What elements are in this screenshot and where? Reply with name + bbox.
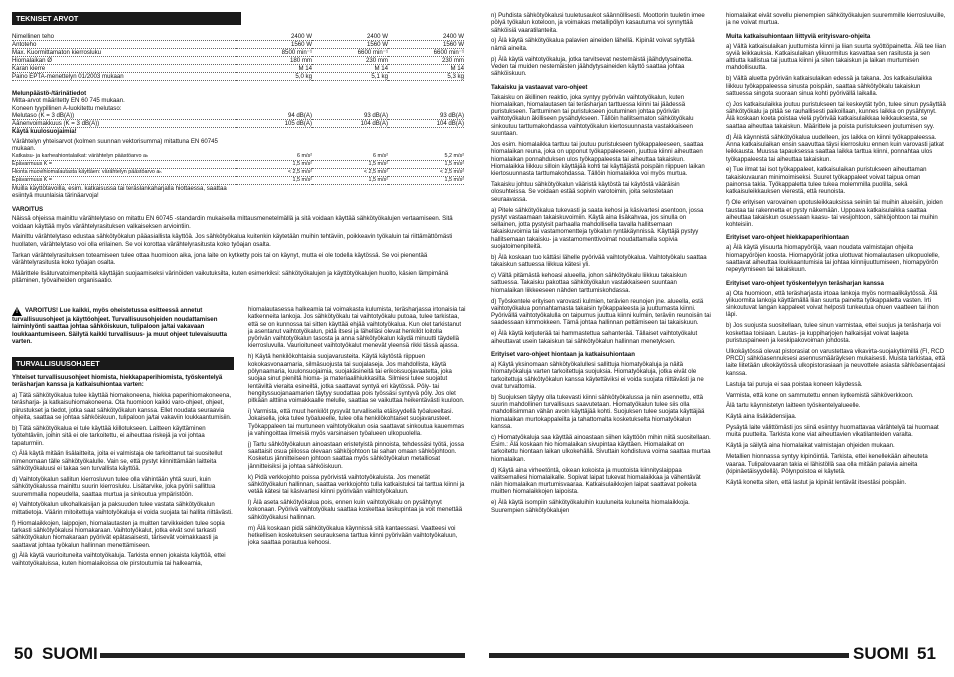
grind-item: e) Älä käytä isompiin sähkötyökaluihin kuuluneita kuluneita hiomalaikkoja. Suurempien sähkötyökalujen xyxy=(491,499,690,514)
safety-item: h) Käytä henkilökohtaisia suojavarusteita. Käytä käytöstä riippuen kokokasvonaamaria, silmäsuojusta tai suojalaseja. Jos mahdollista, käytä pölynaamaria, kuulonsuojaimia, suojakäsineitä tai erikoissuojavaatetta, joka suojaa sinut pieniltä hioma- ja materiaalihiukkasilta. Silmiesi tulee suojatut lentäviltä vieraita esineiltä, jotka saattavat syntyä eri käytössä. Pöly- tai hengityssuojanaamarien täytyy suodattaa pois työssäsi syntyvä pöly. Jos olet pitkään alttiina voimakkaalle melulle, saattaa se vaikuttaa heikentävästi kuuloon. xyxy=(248,353,465,405)
row-label: Antoteho xyxy=(12,41,236,49)
row-value: M 14 xyxy=(312,65,388,73)
kickback-item: d) Työskentele erityisen varovasti kulmien, terävien reunojen jne. alueella, estä vaihtotyökalua ponnahtamasta takaisin työkappaleesta ja juuttumasta kiinni. Pyörivällä vaihtotyökalulla on taipumus juuttua kiinni kulmiin, teräviin reunoisiin tai saadessaan kimmokkeen. Tämä johtaa hallinnan pettämiseen tai takaiskuun. xyxy=(491,297,711,327)
cut-item: a) Vältä katkaisulaikan juuttumista kiinni ja liian suurta syöttöpainetta. Älä tee liian syviä leikkauksia. Katkaisulaikan ylikuormitus kasvattaa sen rasitusta ja sen alttiutta kallistua tai juuttua kiinni ja siten takaiskun ja laikan murtumisen mahdollisuutta. xyxy=(726,42,946,72)
varoitus-section xyxy=(12,206,464,288)
page-title: SUOMI xyxy=(42,644,98,663)
kickback-item: a) Pitele sähkötyökalua tukevasti ja saata kehosi ja käsivartesi asentoon, jossa pystyt vastaamaan takaiskuvoimiin. Käytä aina lisäkahvaa, jos sinulla on sellainen, jotta pystyisit parhaalla mahdollisella tavalla hallitsemaan takaiskuvoimia tai vastamomentteja työkalun ryntäkäynnissä. Käyttäjä pystyy hallitsemaan takaisku- ja vastamomenttivoimat noudattamalla sopivia suojatoimenpiteitä. xyxy=(491,206,704,250)
safety-item: a) Tätä sähkötyökalua tulee käyttää hiomakoneena, hiekka paperihiomakoneena, teräsharja- ja katkaisuhiomakoneena. Ota huomioon kaikki varo-ohjeet, ohjeet, piirustukset ja tiedot, jotka saat sähkötyökalun kanssa. Ellet noudata seuraavia ohjeita, saattaa se johtaa sähköiskuun, tulipaloon ja/tai vakaviin loukkaantumisiin. xyxy=(12,392,232,422)
row-value: 1,5 m/s² xyxy=(312,160,388,168)
footer-left xyxy=(0,645,477,675)
kickback-title: Takaisku ja vastaavat varo-ohjeet xyxy=(491,83,588,91)
spec-table xyxy=(12,33,464,81)
safety-item: b) Tätä sähkötyökalua ei tule käyttää kiillotukseen. Laitteen käyttäminen työtehtäviin, joihin sitä ei ole tarkoitettu, ei aiheuttaa riskejä ja voi johtaa tapaturmiin. xyxy=(12,424,206,447)
wire-item: a) Ota huomioon, että teräsharjasta irtoaa lankoja myös normaalikäytössä. Älä ylikuormita lankoja käyttämällä liian suurta painetta työkappaletta vasten. Irti sinkoutuvat langan kappaleet voivat helposti tunkeutua ohuen vaatteen tai ihon läpi. xyxy=(726,289,939,319)
footer-bar xyxy=(100,653,465,658)
spec-row xyxy=(12,65,464,73)
row-value: 5,0 kg xyxy=(236,73,312,81)
safety-item: g) Älä käytä vaurioituneita vaihtotyökaluja. Tarkista ennen jokaista käyttöä, ettei vaihtotyökaluissa, kuten hiomalaikoissa ole pirstoutumia tai halkeamia, xyxy=(12,552,226,567)
spec-row xyxy=(12,160,464,168)
row-value: 1560 W xyxy=(312,41,388,49)
row-label: Karan kierre xyxy=(12,65,236,73)
row-label: Epävarmuus K = xyxy=(12,176,236,184)
row-value: < 2,5 m/s² xyxy=(236,168,312,176)
extra-item: Älä tartu käynnistetyn laitteen työskentelyalueelle. xyxy=(726,402,861,410)
row-value: 5,3 kg xyxy=(388,73,464,81)
safety-item: c) Älä käytä mitään lisälaitteita, joita ei valmistaja ole tarkoittanut tai suositellut nimenomaan tälle sähkötyökalulle. Vain se, että pystyt kiinnittämään laitteita sähkötyökaluusi ei takaa sen turvallista käyttöä. xyxy=(12,450,223,473)
cut-item: e) Tue ilmat tai isot työkappaleet, katkaisulaikan puristukseen aiheuttaman takaiskuvauran minimoimiseksi. Suuret työkappaleet voivat taipua oman painonsa takia. Työkappaletta tulee tukea molemmilla puolilla, sekä katkaisuleikkauksen vierestä, että reunoista. xyxy=(726,166,927,196)
row-value: 94 dB(A) xyxy=(236,112,312,120)
extra-item: Lastuja tai puruja ei saa poistaa koneen käydessä. xyxy=(726,380,863,388)
row-value: 2400 W xyxy=(312,33,388,41)
cut-title: Muita katkaisuhiontaan liittyviä erityisvaro-ohjeita xyxy=(726,32,871,40)
page-number: 50 xyxy=(14,644,33,663)
spec-row xyxy=(12,73,464,81)
spec-row xyxy=(12,57,464,65)
spec-row xyxy=(12,41,464,49)
row-label: Katkaisu- ja karheahiontalaikat: värähtelyn päästöarvo aₕ xyxy=(12,153,236,161)
row-value: 6600 min⁻¹ xyxy=(312,49,388,57)
safety-item: i) Varmista, että muut henkilöt pysyvät turvallisella etäisyydellä työalueeltasi. Jokaisella, joka tulee työalueelle, tulee olla henkilökohtaiset suojavarusteet. Työkappaleen tai murtuneen vaihtotyökalun osia saattavat sinkoutua kauemmas ja vahingoittaa ilmeisiä myös varsinaisen työalueen ulkopuolella. xyxy=(248,408,465,437)
cut-item: b) Vältä aluetta pyörivän katkaisulaikan edessä ja takana. Jos katkaisulaikka liikkuu työkappaleessa sinusta poispäin, saattaa sähkötyökalu takaiskun sattuessa singota suoraan sinua kohti pyörivällä laikalla. xyxy=(726,75,932,97)
safety-item: m) Älä koskaan pidä sähkötyökalua käynnissä sitä kantaessasi. Vaatteesi voi hetkellisen kosketuksen seurauksena tarttua kiinni pyörivään vaihtotyökaluun, joka saattaa porautua kehoosi. xyxy=(248,524,458,547)
row-value: 104 dB(A) xyxy=(388,119,464,127)
vib-intro: Värähtelyn yhteisarvot (kolmen suunnan vektorisumma) mitattuna EN 60745 mukaan. xyxy=(12,138,218,153)
spec-row xyxy=(12,153,464,161)
grind-title: Erityiset varo-ohjeet hiontaan ja katkaisuhiontaan xyxy=(491,350,635,358)
kickback-item: Jos esim. hiomalaikka tarttuu tai joutuu puristukseen työkappaleeseen, saattaa hiomalaikan reuna, joka on upponut työkappaleeseen, juuttua kiinni aiheuttaen hiomalaikan ponnahduksen ulos työkappaleesta tai aiheuttaa takaiskun. Hiomalaikka liikkuu silloin käyttäjää kohti tai käyttäjästä poispäin riippuen laikan kiertosuunnasta tarttumakohdassa. Tällöin hiomalaikka voi myös murtua. xyxy=(491,140,705,178)
row-label: Epävarmuus K = xyxy=(12,160,236,168)
row-value: 6 m/s² xyxy=(236,153,312,161)
warning-text: VAROITUS! Lue kaikki, myös oheistetussa esitteessä annetut turvallisuusohjeet ja käyttöohjeet. Turvallisuusohjeiden noudattamisen laiminlyönti saattaa johtaa sähköiskuun, tulipaloon ja/tai vakavaan loukkaantumiseen. Säilytä kaikki turvallisuus- ja muut ohjeet tulevaisuutta varten. xyxy=(12,307,228,345)
varoitus-title: VAROITUS xyxy=(12,206,44,213)
row-value: 93 dB(A) xyxy=(388,112,464,120)
row-value: 1,5 m/s² xyxy=(388,176,464,184)
page-title: SUOMI xyxy=(853,644,909,663)
extra-item: Käytä konetta siten, että lastut ja kipinät lentävät itsestäsi poispäin. xyxy=(726,478,907,486)
safety-item: k) Pidä verkkojohto poissa pyörivistä vaihtotyökaluista. Jos menetät sähkötyökalun hallinnan, saattaa verkkojohto tulla katkaistuksi tai tarttua kiinni ja vetää kätesi tai käsivartesi kiinni pyörivään vaihtotyökaluun. xyxy=(248,473,465,496)
extra-item: Ulkokäytössä olevat pistorasiat on varustettava vikavirta-suojakytkimillä (FI, RCD PRCD) sähköasennuksesi asennusmääräyksen mukaisesti. Muista tarkistaa, että laite liitetään ulkokäytössä ulkopistorasiaan ja neuvottele asiasta sähköasentajasi kanssa. xyxy=(726,347,946,377)
wire-title: Erityiset varo-ohjeet työskentelyyn teräsharjan kanssa xyxy=(726,279,884,287)
row-value: 1,5 m/s² xyxy=(236,160,312,168)
row-value: 93 dB(A) xyxy=(312,112,388,120)
noise-rows xyxy=(12,112,464,128)
row-value: < 2,5 m/s² xyxy=(388,168,464,176)
row-label: Hionta muovihiomalautasta käyttäen: värähtelyn päästöarvo aₕ xyxy=(12,168,236,176)
row-value: 230 mm xyxy=(312,57,388,65)
col2-lead: hiomalaikat eivät sovellu pienempien sähkötyökalujen suuremmille kierrosluvuille, ja ne voivat murtua. xyxy=(726,12,946,27)
spec-row xyxy=(12,168,464,176)
row-label: Nimellinen teho xyxy=(12,33,236,41)
tech-data-header: TEKNISET ARVOT xyxy=(12,12,241,25)
cut-item: d) Älä käynnistä sähkötyökalua uudelleen, jos laikka on kiinni työkappaleessa. Anna katkaisulaikan ensin saavuttaa täysi kierrosluku ennen kuin varovasti jatkat leikkausta. Muussa tapauksessa saattaa laikka tarttua kiinni, ponnahtaa ulos työkappaleesta tai aiheuttaa takaiskun. xyxy=(726,133,944,163)
extra-item: Käytä aina lisäkädensijaa. xyxy=(726,413,797,421)
warning-box xyxy=(12,307,232,345)
row-label: Äänenvoimakkuus (K = 3 dB(A)) xyxy=(12,119,236,127)
safety-list xyxy=(12,392,234,567)
safety-item: l) Älä aseta sähkötyökalua pois, ennen kuin vaihtotyökalu on pysähtynyt kokonaan. Pyörivä vaihtotyökalu saattaa koskettaa laskupintaa ja voit menettää sähkötyökalusi hallinnan. xyxy=(248,499,463,521)
varoitus-p1: Näissä ohjeissa mainittu värähtelytaso on mitattu EN 60745 -standardin mukaisella mittausmenetelmällä ja sitä voidaan käyttää sähkötyökalujen vertaamiseen. Sitä voidaan käyttää myös värähtelyrasituksen valkaiseksen arviointiin. xyxy=(12,215,453,230)
varoitus-p2: Mainittu värähtelytaso edustaa sähkötyökalun pääasiallista käyttöä. Jos sähkötyökalua kuitenkin käytetään muihin tehtäviin, poikkeavin työkaluin tai riittämättömästi huollaten, värähtelytaso voi olla erilainen. Se voi korottaa värähtelyrasitusta koko työajan osalta. xyxy=(12,233,453,248)
row-value: 105 dB(A) xyxy=(236,119,312,127)
tech-data-section xyxy=(12,12,464,25)
cut-item: f) Ole erityisen varovainen upotusleikkauksissa seiniin tai muihin alueisiin, joiden taustaa tai rakennetta et pysty näkemään. Uppoava katkaisulaikka saattaa aiheuttaa takaiskun osuessaan kaasu- tai vesijohtoon, sähköjohtoon tai muihin kohteisiin. xyxy=(726,199,943,229)
noise-title: Melunpäästö-/tärinätiedot xyxy=(12,90,87,97)
page-right xyxy=(477,0,954,677)
safety-header: TURVALLISUUSOHJEET xyxy=(12,357,234,370)
wire-item: b) Jos suojusta suositellaan, tulee sinun varmistaa, ettei suojus ja teräsharja voi koskettaa toisiaan. Lautas- ja kuppiharjojen halkaisijat voivat laajeta puristuspaineen ja keskipakovoiman johdosta. xyxy=(726,322,941,344)
noise-section xyxy=(12,90,464,199)
spec-row xyxy=(12,119,464,127)
sand-item: a) Älä käytä ylisuurta hiomapyöröjä, vaan noudata valmistajan ohjeita hiomapyöröjen koosta. Hiomapyörät jotka ulottuvat hiomalautasen ulkopuolelle, saattavat aiheuttaa loukkaantumisia tai johtaa kiinnijuuttumiseen, hiomapyörön repeytymiseen tai takaiskuun. xyxy=(726,244,940,274)
row-value: 2400 W xyxy=(388,33,464,41)
spec-rows xyxy=(12,33,464,81)
row-value: 104 dB(A) xyxy=(312,119,388,127)
safety-item: f) Hiomalaikkojen, laippojen, hiomalautasten ja muitten tarvikkeiden tulee sopia tarkasti sähkötyökalusi hiomakaraan. Vaihtotyökalut, jotka eivät sovi tarkasti sähkötyökalun hiomakaraan pyörivät epätasaisesti, tärisevät voimakkaasti ja saattavat johtaa työkalun hallinnan menettämiseen. xyxy=(12,519,225,549)
safety-item: n) Puhdista sähkötyökalusi tuuletusaukot säännöllisesti. Moottorin tuuletin imee pölyä työkalun koteloon, ja voimakas metallipölyn kasautuma voi synnyttää sähköisiä vaaratilanteita. xyxy=(491,12,705,34)
safety-item: o) Älä käytä sähkötyökalua palavien aineiden lähellä. Kipinät voivat sytyttää nämä aineita. xyxy=(491,37,695,52)
grind-item: c) Hiomatyökaluja saa käyttää ainoastaan siihen käyttöön mihin niitä suositellaan. Esim.: Älä koskaan hio hiomalaikan sivupintaa käyttäen. Hiomalaikat on tarkoitettu hiontaan laikan ulkokehällä. Sivuttain kohdistuva voima saattaa murtaa hiomalaikan. xyxy=(491,433,711,463)
footer-bar xyxy=(489,653,849,658)
extra-item: Pysäytä laite välittömästi jos siinä esiintyy huomattavaa värähtelyä tai huomaat muita puutteita. Tarkista kone viat aiheuttavien vikatilanteiden varalta. xyxy=(726,424,939,439)
row-label: Hiomalaikan Ø xyxy=(12,57,236,65)
row-value: 5,1 kg xyxy=(312,73,388,81)
extra-item: Käytä ja säilytä aina hiomalaikat valmistajan ohjeiden mukaan. xyxy=(726,442,895,450)
spec-row xyxy=(12,176,464,184)
row-value: 1,5 m/s² xyxy=(388,160,464,168)
safety-item: d) Vaihtotyökalun sallitun kierrosluvun tulee olla vähintään yhtä suuri, kuin sähkötyökalussa mainittu suurin kierrosluku. Lisätarvike, joka pyörii sallittua suuremmalla nopeudella, saattaa murtua ja sinkoutua ympäristöön. xyxy=(12,475,216,498)
row-value: 1560 W xyxy=(388,41,464,49)
safety-item: j) Tartu sähkötyökaluun ainoastaan eristetyistä pinnoista, tehdessäsi työtä, jossa saattaisit osua piilossa olevaan sähköjohtoon tai sahan omaan sähköjohtoon. Kosketus jännitteiseen johtoon saattaa myös sähkötyökalun metalliosat jännitteisiksi ja johtaa sähköiskuun. xyxy=(248,440,465,470)
page-number: 51 xyxy=(917,644,936,663)
safety-item: p) Älä käytä vaihtotyökaluja, jotka tarvitsevat nestemäistä jäähdytysainetta. Veden tai muiden nestemäisten jäähdytysaineiden käyttö saattaa johtaa sähköiskuun. xyxy=(491,55,693,78)
extra-item: Varmista, että kone on sammutettu ennen kytkemistä sähköverkkoon. xyxy=(726,391,914,399)
row-value: 6 m/s² xyxy=(312,153,388,161)
row-label: Paino EPTA-menettelyn 01/2003 mukaan xyxy=(12,73,236,81)
sand-title: Erityiset varo-ohjeet hiekkapaperihiontaan xyxy=(726,234,849,242)
row-value: 1,5 m/s² xyxy=(236,176,312,184)
grind-item: d) Käytä aina virheetöntä, oikean kokoista ja muotoista kiinnityslaippaa valitsemallesi hiomalaikalle. Sopivat laipat tukevat hiomalaikkaa ja vähentävät näin hiomalaikan murtumisvaaraa. Katkaisulaikkojen laipat saattavat poiketa muitten hiomalaikkojen laipoista. xyxy=(491,466,701,496)
row-value: 5,2 m/s² xyxy=(388,153,464,161)
kickback-item: b) Älä koskaan tuo kättäsi lähelle pyörivää vaihtotyökalua. Vaihtotyökalu saattaa takaiskun sattuessa liikkua kätesi yli. xyxy=(491,253,707,269)
right-column-2 xyxy=(726,12,946,490)
row-value: M 14 xyxy=(388,65,464,73)
kickback-item: c) Vältä pitämästä kehoasi alueella, johon sähkötyökalu liikkuu takaiskun sattuessa. Takaisku pakottaa sähkötyökalun vastakkaiseen suuntaan hiomalaikan liikkeeseen nähden tarttumiskohdassa. xyxy=(491,272,687,294)
row-value: 230 mm xyxy=(388,57,464,65)
left-column-2 xyxy=(248,306,466,550)
varoitus-p4: Määrittele lisäturvatoimenpiteitä käyttäjän suojaamiseksi värinöiden vaikutuksilta, kuten esimerkiksi: sähkötyökalujen ja käyttötyökalujen huolto, käsien lämpimänä pitäminen, työvaiheiden organisaatio. xyxy=(12,269,449,285)
row-value: 2400 W xyxy=(236,33,312,41)
cut-item: c) Jos katkaisulaikka joutuu puristukseen tai keskeytät työn, tulee sinun pysäyttää sähkötyökalu ja pitää se rauhallisesti paikoillaan, kunnes laikka on pysähtynyt. Älä koskaan koeta poistaa vielä pyörivää katkaisulaikkaa leikkauksesta, se saattaa aiheuttaa takaiskun. Määrittele ja poista puristukseen joutumisen syy. xyxy=(726,100,946,130)
spec-row xyxy=(12,112,464,120)
kickback-item: e) Älä käytä ketjuterää tai hammastettua sahanterää. Tällaiset vaihtotyökalut aiheuttavat usein takaiskun tai sähkötyökalun hallinnan menetyksen. xyxy=(491,330,698,345)
grind-item: a) Käytä yksinomaan sähkötyökalullesi sallittuja hiomatyökaluja ja näitä hiomatyökaluja varten tarkoitettuja suojuksia. Hiomatyökaluja, jotka eivät ole tarkoitettuja sähkötyökalun kanssa käytettäviksi ei voida suojata riittävästi ja ne ovat turvattomia. xyxy=(491,360,704,390)
warning-triangle-icon: ! xyxy=(12,307,22,316)
noise-line-2: Koneen tyypillinen A-luokitettu melutaso: xyxy=(12,104,122,112)
row-value: < 2,5 m/s² xyxy=(312,168,388,176)
kickback-item: Takaisku on äkillinen reaktio, joka syntyy pyörivän vaihtotyökalun, kuten hiomalaikan, hiomalautasen tai teräsharjan tarttuessa kiinni tai jäädessä puristukseen. Tarttuminen tai puristukseen joutuminen johtaa pyörivän vaihtotyökalun äkilliseen pysähdykseen. Tällöin hallitsematon sähkötyökalu sinkoutuu tarttumakohdassa vaihtotyökalun kiertosuunnasta vastakkaiseen suuntaan. xyxy=(491,93,694,138)
safety-item: hiomalautasessa halkeamia tai voimakasta kulumista, teräsharjassa irtonaisia tai katkenneita lankoja. Jos sähkötyökalu tai vaihtotyökalu putoaa, tulee tarkistaa, että se on kunnossa tai sitten käyttää ehjää vaihtotyökalua. Kun olet tarkistanut ja asentanut vaihtotyökalun, pidä itsesi ja lähelläsi olevat henkilöt loitolla pyörivän vaihtotyökalun tasosta ja anna sähkötyökalun käydä minuutti täydellä kierrosluvulla. Vaurioituneet vaihtotyökalut menevät yleensä rikki tässä ajassa. xyxy=(248,306,466,350)
footer-right xyxy=(477,645,954,675)
extra-item: Metallien hionnassa syntyy kipinöintiä. Tarkista, ettei kenellekään aiheuteta vaaraa. Tulipalovaaran takia ei lähistöllä saa olla mitään palavia aineita (kipinäetäisyydellä). Pölynpoistoa ei käytetä. xyxy=(726,453,928,475)
ear-protection: Käytä kuulosuojaimia! xyxy=(12,127,77,135)
grind-item: b) Suojuksen täytyy olla tukevasti kiinni sähkötyökalussa ja niin asennettu, että suurin mahdollinen turvallisuus saavutetaan. Hiomatyökalun tulee siis olla mahdollisimman vähän avoin käyttäjää kohti. Suojuksen tulee suojata käyttäjää hiomalaikan murtokappaleilta ja tahattomalta kosketukselta hiomatyökalun kanssa. xyxy=(491,393,705,430)
row-value: 1560 W xyxy=(236,41,312,49)
noise-line-1: Mitta-arvot määritetty EN 60 745 mukaan. xyxy=(12,97,125,105)
spec-row xyxy=(12,33,464,41)
vib-rows xyxy=(12,153,464,185)
varoitus-p3: Tarkan värähtelyrasituksen toteamiseen tulee ottaa huomioon aika, jona laite on kytketty pois tai on käynyt, mutta ei ole todella käytössä. Se voi pienentää värähtelyrasitusta koko työajan osalta. xyxy=(12,251,428,266)
row-value: 180 mm xyxy=(236,57,312,65)
row-value: 6600 min⁻¹ xyxy=(388,49,464,57)
kickback-item: Takaisku johtuu sähkötyökalun vääristä käytöstä tai käytöstä vääräisin olosuhteissa. Se voidaan estää sopivin varotoimin, joita selostetaan seuraavassa. xyxy=(491,181,680,203)
vib-after: Muilla käyttötavoilla, esim. katkaisussa tai teräslankaharjalla hiottaessa, saattaa esiintyä muunlaisia tärinäarvoja! xyxy=(12,184,227,200)
row-value: M 14 xyxy=(236,65,312,73)
safety-item: e) Vaihtotyökalun ulkohalkaisijan ja paksuuden tulee vastata sähkötyökalun mittatietoja. Väärin mitoitettuja vaihtotyökaluja ei voida suojata tai hallita riittävästi. xyxy=(12,501,233,516)
right-column-1 xyxy=(491,12,711,518)
safety-section xyxy=(12,357,234,571)
row-value: 1,5 m/s² xyxy=(312,176,388,184)
row-label: Max. Kuormittamaton kierrosluku xyxy=(12,49,236,57)
row-label: Melutaso (K = 3 dB(A)) xyxy=(12,112,236,120)
safety-intro: Yhteiset turvallisuusohjeet hiomista, hiekkapaperihiomista, työskentelyä teräsharjan kanssa ja katkaisuhiontaa varten: xyxy=(12,374,223,389)
row-value: 8500 min⁻¹ xyxy=(236,49,312,57)
spec-row xyxy=(12,49,464,57)
